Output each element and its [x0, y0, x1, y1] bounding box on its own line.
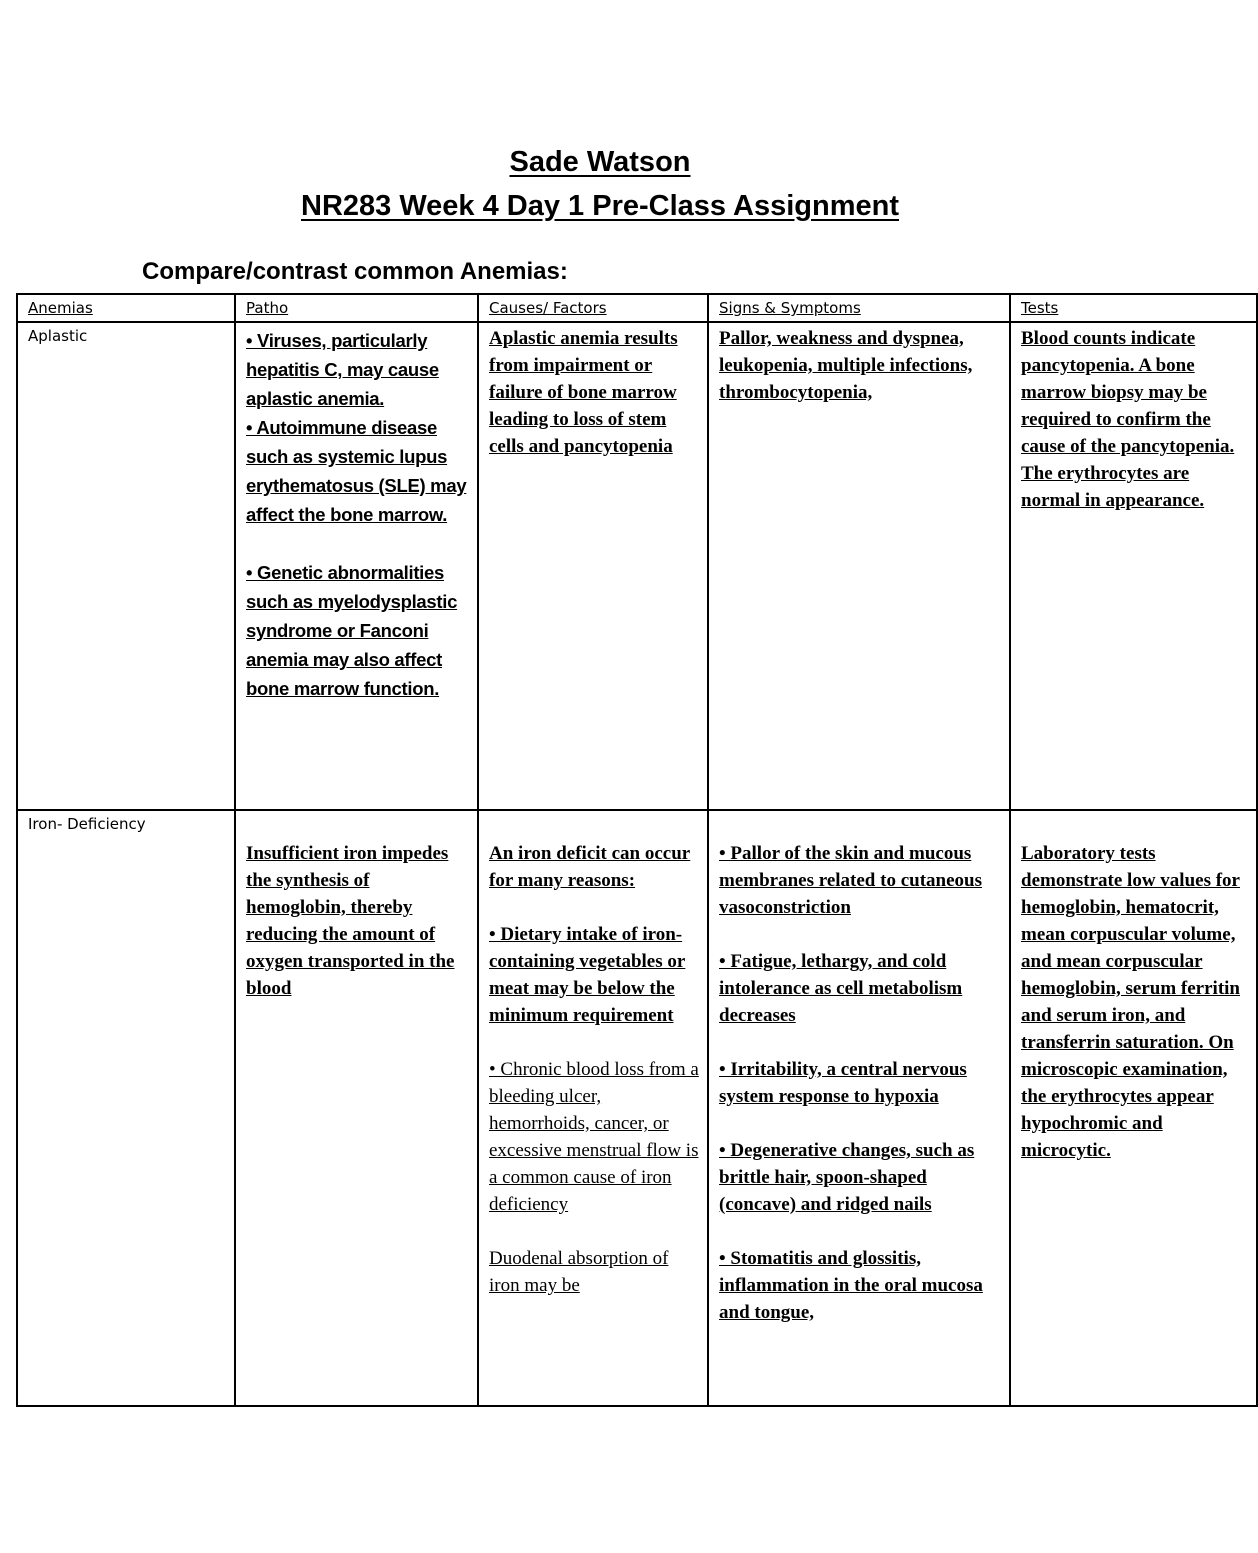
row-label-iron-deficiency: Iron- Deficiency	[17, 810, 235, 1406]
table-row-iron-deficiency	[17, 810, 1257, 1406]
aplastic-causes-cell	[478, 322, 708, 810]
aplastic-patho-item: • Autoimmune disease such as systemic lupus erythematosus (SLE) may affect the bone marrow.	[246, 417, 467, 525]
iron-signs-item: • Fatigue, lethargy, and cold intolerance as cell metabolism decreases	[719, 951, 963, 1026]
column-header-causes: Causes/ Factors	[478, 294, 708, 322]
iron-tests-cell	[1010, 810, 1257, 1406]
anemia-comparison-table	[16, 293, 1258, 1407]
iron-causes-cell	[478, 810, 708, 1406]
iron-signs-item: • Degenerative changes, such as brittle hair, spoon-shaped (concave) and ridged nails	[719, 1140, 975, 1215]
column-header-anemias: Anemias	[17, 294, 235, 322]
table-heading: Compare/contrast common Anemias:	[142, 258, 568, 285]
aplastic-patho-item: • Viruses, particularly hepatitis C, may cause aplastic anemia.	[246, 330, 439, 409]
anemia-comparison-table-container	[16, 293, 1241, 1407]
iron-causes-item: • Dietary intake of iron-containing vegetables or meat may be below the minimum requirement	[489, 924, 686, 1026]
row-label-aplastic: Aplastic	[17, 322, 235, 810]
table-header-row	[17, 294, 1257, 322]
aplastic-causes-text: Aplastic anemia results from impairment or failure of bone marrow leading to loss of stem cells and pancytopenia	[489, 328, 678, 457]
aplastic-tests-text: Blood counts indicate pancytopenia. A bone marrow biopsy may be required to confirm the cause of the pancytopenia. The erythrocytes are normal in appearance.	[1021, 328, 1235, 511]
aplastic-signs-text: Pallor, weakness and dyspnea, leukopenia, multiple infections, thrombocytopenia,	[719, 328, 973, 403]
iron-patho-cell	[235, 810, 478, 1406]
aplastic-signs-cell	[708, 322, 1010, 810]
table-row-aplastic	[17, 322, 1257, 810]
iron-signs-cell	[708, 810, 1010, 1406]
iron-causes-item: • Chronic blood loss from a bleeding ulcer, hemorrhoids, cancer, or excessive menstrual flow is a common cause of iron deficiency	[489, 1059, 699, 1215]
iron-signs-item: • Stomatitis and glossitis, inflammation in the oral mucosa and tongue,	[719, 1248, 983, 1323]
assignment-title: NR283 Week 4 Day 1 Pre-Class Assignment	[301, 190, 899, 222]
column-header-patho: Patho	[235, 294, 478, 322]
column-header-signs: Signs & Symptoms	[708, 294, 1010, 322]
column-header-tests: Tests	[1010, 294, 1257, 322]
iron-causes-item: Duodenal absorption of iron may be	[489, 1248, 669, 1296]
author-name: Sade Watson	[509, 146, 691, 178]
iron-causes-item: An iron deficit can occur for many reasons:	[489, 843, 691, 891]
iron-signs-item: • Irritability, a central nervous system response to hypoxia	[719, 1059, 967, 1107]
iron-patho-text: Insufficient iron impedes the synthesis of hemoglobin, thereby reducing the amount of oxygen transported in the blood	[246, 843, 455, 999]
aplastic-patho-cell	[235, 322, 478, 810]
iron-signs-item: • Pallor of the skin and mucous membranes related to cutaneous vasoconstriction	[719, 843, 982, 918]
iron-tests-text: Laboratory tests demonstrate low values for hemoglobin, hematocrit, mean corpuscular volume, and mean corpuscular hemoglobin, serum ferritin and serum iron, and transferrin saturation. On microscopic examination, the erythrocytes appear hypochromic and microcytic.	[1021, 843, 1241, 1161]
aplastic-tests-cell	[1010, 322, 1257, 810]
aplastic-patho-item: • Genetic abnormalities such as myelodysplastic syndrome or Fanconi anemia may also affect bone marrow function.	[246, 562, 458, 699]
